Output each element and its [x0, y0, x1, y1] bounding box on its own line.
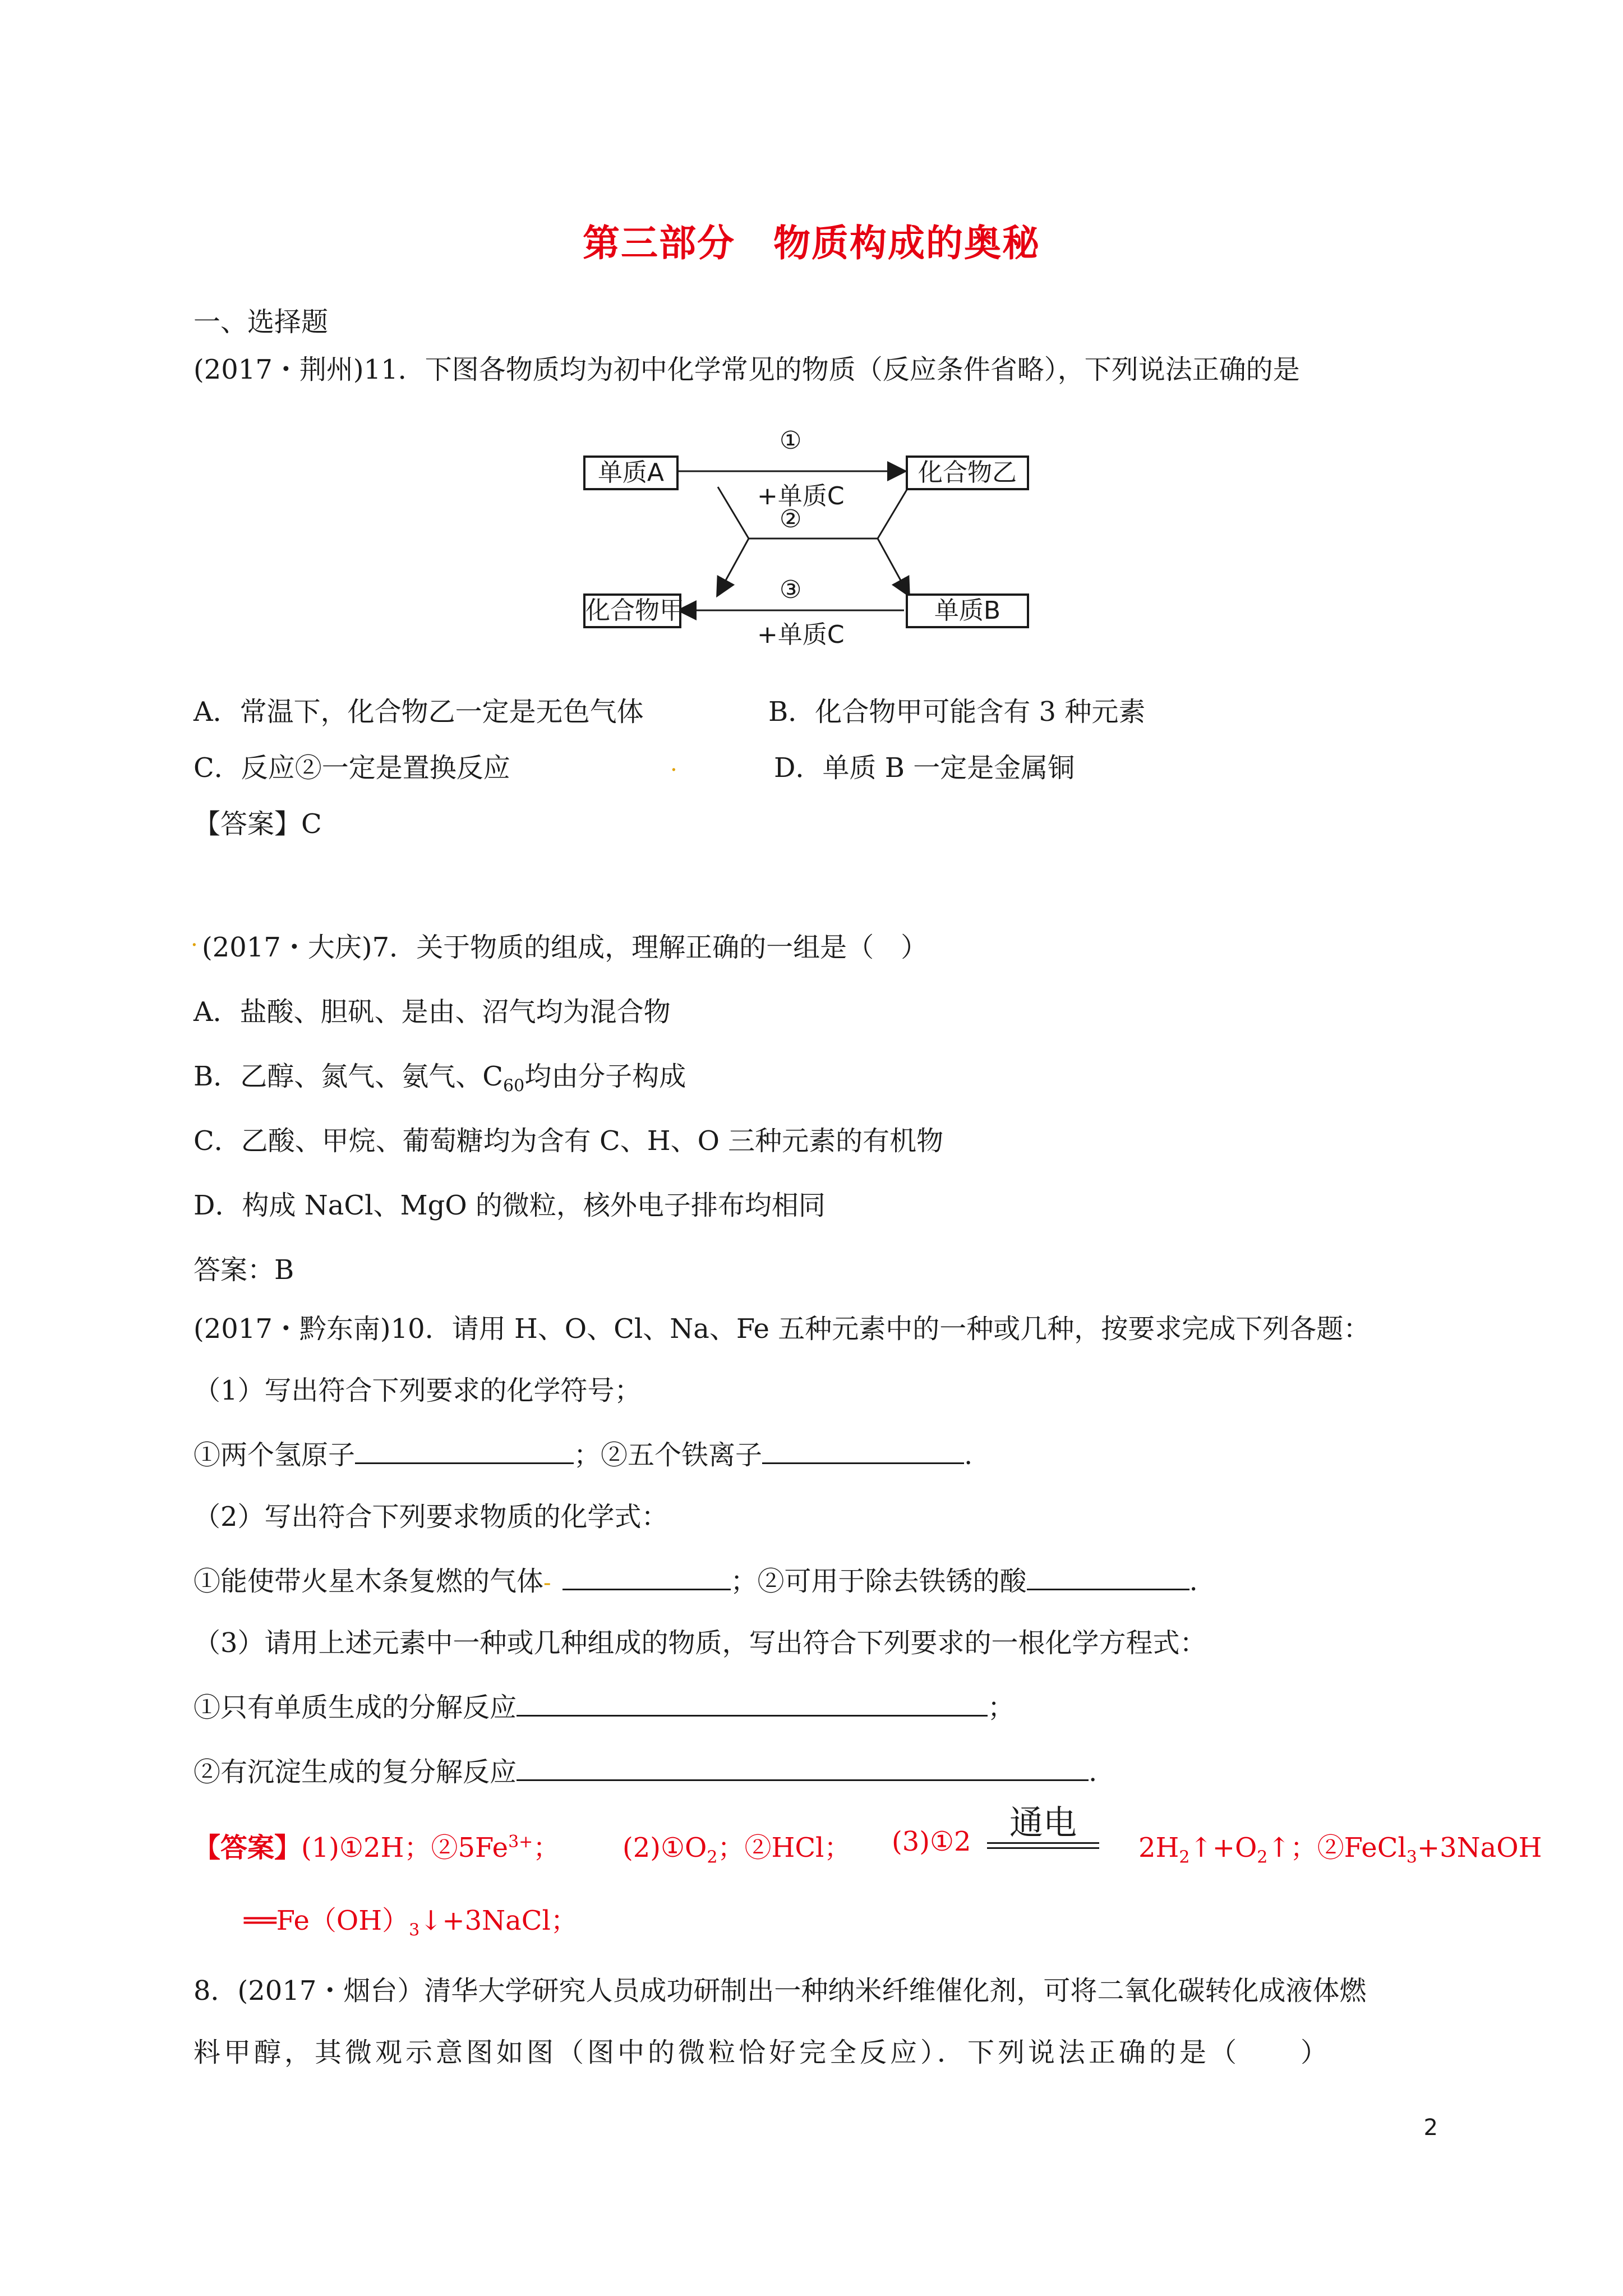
answer-3-fecl-subscript: 3	[1406, 1847, 1417, 1867]
q2-option-b-text: B．乙醇、氮气、氨气、C	[193, 1061, 504, 1092]
q3-part-1-a: ①两个氢原子	[193, 1439, 356, 1471]
box-compound-yi: 化合物乙	[906, 455, 1029, 490]
q2-option-a: A．盐酸、胆矾、是由、沼气均为混合物	[193, 996, 671, 1028]
label-reaction-1-condition: +单质C	[757, 482, 845, 510]
page-number: 2	[1423, 2115, 1438, 2141]
answer-line-2-subscript: 3	[409, 1920, 420, 1940]
answer-3-h-subscript: 2	[1179, 1847, 1190, 1867]
q1-option-d: D．单质 B 一定是金属铜	[774, 752, 1075, 784]
label-reaction-1: ①	[780, 426, 802, 455]
q2-answer: 答案：B	[193, 1254, 294, 1286]
reaction-diagram	[583, 426, 1043, 649]
label-reaction-3: ③	[780, 576, 802, 604]
q3-answer-line-2	[244, 1899, 578, 1940]
period: .	[964, 1439, 973, 1471]
answer-blank[interactable]	[762, 1437, 964, 1464]
condition-text: 通电	[1009, 1803, 1077, 1843]
q3-part-1-line	[193, 1433, 972, 1472]
q3-part-3-b-line	[193, 1750, 1097, 1789]
answer-blank[interactable]	[517, 1689, 988, 1717]
answer-3-fecl: ↑；②FeCl	[1267, 1832, 1407, 1864]
q1-option-a: A．常温下，化合物乙一定是无色气体	[193, 696, 644, 728]
box-compound-jia: 化合物甲	[583, 593, 681, 628]
answer-label: 【答案】	[193, 1832, 302, 1864]
section-heading: 一、选择题	[193, 306, 329, 338]
edit-mark: .	[191, 926, 198, 951]
period: .	[1089, 1756, 1098, 1788]
answer-2-subscript: 2	[707, 1847, 718, 1867]
edit-mark: .	[670, 751, 677, 776]
q1-option-c: C．反应②一定是置换反应	[193, 752, 510, 784]
q3-part-3-b: ②有沉淀生成的复分解反应	[193, 1756, 517, 1788]
q3-part-1-b: ；②五个铁离子	[574, 1439, 763, 1471]
answer-blank[interactable]	[562, 1563, 731, 1590]
answer-blank[interactable]	[517, 1754, 1089, 1781]
q3-part-2-a: ①能使带火星木条复燃的气体	[193, 1566, 544, 1597]
q3-answer-3-start: (3)①2	[892, 1826, 971, 1857]
arrow-2-branch-right	[878, 487, 909, 539]
answer-line-2: ══Fe（OH）	[244, 1905, 409, 1936]
q1-answer: 【答案】C	[193, 808, 322, 840]
q3-part-2: （2）写出符合下列要求物质的化学式：	[193, 1501, 668, 1533]
edit-mark: -	[543, 1570, 551, 1596]
arrow-2-branch-left	[718, 539, 749, 595]
answer-blank[interactable]	[1027, 1563, 1189, 1590]
q3-part-3-a: ①只有单质生成的分解反应	[193, 1692, 517, 1723]
q2-stem: (2017・大庆)7．关于物质的组成，理解正确的一组是（ ）	[202, 932, 928, 963]
answer-2: (2)①O	[623, 1832, 707, 1864]
answer-blank[interactable]	[355, 1437, 574, 1464]
answer-3-h: 2H	[1138, 1832, 1179, 1864]
condition-equals-sign	[987, 1842, 1099, 1849]
label-reaction-3-condition: +单质C	[757, 620, 845, 649]
q2-option-b-subscript: 60	[503, 1076, 525, 1096]
box-element-b: 单质B	[906, 593, 1029, 628]
q3-answer-2	[623, 1826, 851, 1867]
answer-3-o-subscript: 2	[1257, 1847, 1268, 1867]
q3-stem: (2017・黔东南)10．请用 H、O、Cl、Na、Fe 五种元素中的一种或几种，按要求完成下列各题：	[193, 1313, 1371, 1345]
q2-option-d: D．构成 NaCl、MgO 的微粒，核外电子排布均相同	[193, 1190, 826, 1221]
q3-part-2-b: ；②可用于除去铁锈的酸	[730, 1566, 1027, 1597]
answer-1-superscript: 3+	[508, 1832, 533, 1852]
page-title: 第三部分 物质构成的奥秘	[583, 221, 1040, 265]
q3-part-3: （3）请用上述元素中一种或几种组成的物质，写出符合下列要求的一根化学方程式：	[193, 1627, 1207, 1659]
q3-part-1: （1）写出符合下列要求的化学符号；	[193, 1375, 642, 1406]
answer-1: (1)①2H；②5Fe	[301, 1832, 509, 1864]
q1-option-b: B．化合物甲可能含有 3 种元素	[768, 696, 1146, 728]
box-element-a: 单质A	[583, 455, 679, 490]
answer-3-tail: +3NaOH	[1417, 1832, 1542, 1864]
answer-2-tail: ；②HCl；	[717, 1832, 851, 1864]
answer-line-2-tail: ↓+3NaCl；	[419, 1905, 578, 1936]
reaction-condition	[987, 1803, 1099, 1849]
q4-stem-line-2: 料甲醇，其微观示意图如图（图中的微粒恰好完全反应）．下列说法正确的是（ ）	[193, 2037, 1331, 2068]
answer-3-o: ↑+O	[1189, 1832, 1257, 1864]
semicolon: ；	[988, 1692, 1015, 1723]
q3-part-3-a-line	[193, 1686, 1015, 1724]
q1-stem: (2017・荆州)11．下图各物质均为初中化学常见的物质（反应条件省略），下列说法正确的是	[193, 354, 1300, 385]
period: .	[1189, 1566, 1198, 1597]
q4-stem-line-1: 8．(2017・烟台）清华大学研究人员成功研制出一种纳米纤维催化剂，可将二氧化碳转化成液体燃	[193, 1975, 1367, 2007]
q3-answer-3-equation	[1138, 1826, 1542, 1867]
label-reaction-2: ②	[780, 505, 802, 533]
q3-answer-line-1	[193, 1826, 560, 1865]
q2-option-c: C．乙酸、甲烷、葡萄糖均为含有 C、H、O 三种元素的有机物	[193, 1125, 944, 1157]
answer-1-tail: ；	[533, 1832, 560, 1864]
q3-part-2-line	[193, 1559, 1198, 1598]
q2-option-b	[193, 1055, 686, 1096]
q2-option-b-tail: 均由分子构成	[524, 1061, 686, 1092]
